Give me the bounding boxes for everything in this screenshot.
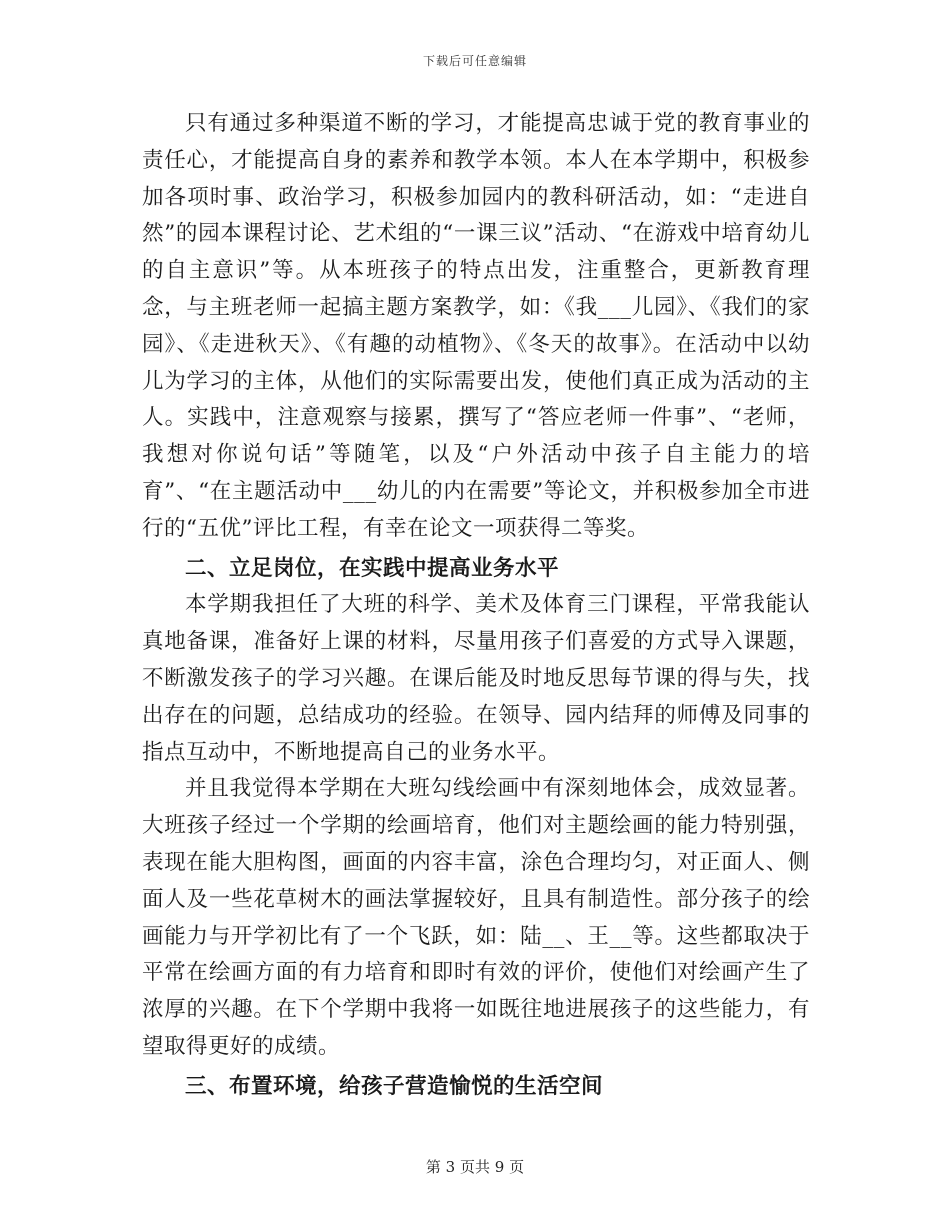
document-body <box>142 106 810 1106</box>
paragraph-courses: 本学期我担任了大班的科学、美术及体育三门课程，平常我能认真地备课，准备好上课的材料，尽量用孩子们喜爱的方式导入课题，不断激发孩子的学习兴趣。在课后能及时地反思每节课的得与失，找出存在的问题，总结成功的经验。在领导、园内结拜的师傅及同事的指点互动中，不断地提高自己的业务水平。 <box>142 592 810 765</box>
page-header: 下载后可任意编辑 <box>422 54 527 68</box>
section-heading-2: 二、立足岗位，在实践中提高业务水平 <box>185 555 560 581</box>
paragraph-study: 只有通过多种渠道不断的学习，才能提高忠诚于党的教育事业的责任心，才能提高自身的素养和教学本领。本人在本学期中，积极参加各项时事、政治学习，积极参加园内的教科研活动，如：“走进自然”的园本课程讨论、艺术组的“一课三议”活动、“在游戏中培育幼儿的自主意识”等。从本班孩子的特点出发，注重整合，更新教育理念，与主班老师一起搞主题方案教学，如：《我___儿园》、《我们的家园》、《走进秋天》、《有趣的动植物》、《冬天的故事》。在活动中以幼儿为学习的主体，从他们的实际需要出发，使他们真正成为活动的主人。实践中，注意观察与接累，撰写了“答应老师一件事”、“老师，我想对你说句话”等随笔，以及“户外活动中孩子自主能力的培育”、“在主题活动中___幼儿的内在需要”等论文，并积极参加全市进行的“五优”评比工程，有幸在论文一项获得二等奖。 <box>142 111 810 541</box>
section-heading-3: 三、布置环境，给孩子营造愉悦的生活空间 <box>185 1073 604 1099</box>
page-footer: 第 3 页共 9 页 <box>425 1158 525 1176</box>
paragraph-drawing: 并且我觉得本学期在大班勾线绘画中有深刻地体会，成效显著。大班孩子经过一个学期的绘画培育，他们对主题绘画的能力特别强，表现在能大胆构图，画面的内容丰富，涂色合理均匀，对正面人、侧面人及一些花草树木的画法掌握较好，且具有制造性。部分孩子的绘画能力与开学初比有了一个飞跃，如：陆__、王__等。这些都取决于平常在绘画方面的有力培育和即时有效的评价，使他们对绘画产生了浓厚的兴趣。在下个学期中我将一如既往地进展孩子的这些能力，有望取得更好的成绩。 <box>142 776 810 1059</box>
